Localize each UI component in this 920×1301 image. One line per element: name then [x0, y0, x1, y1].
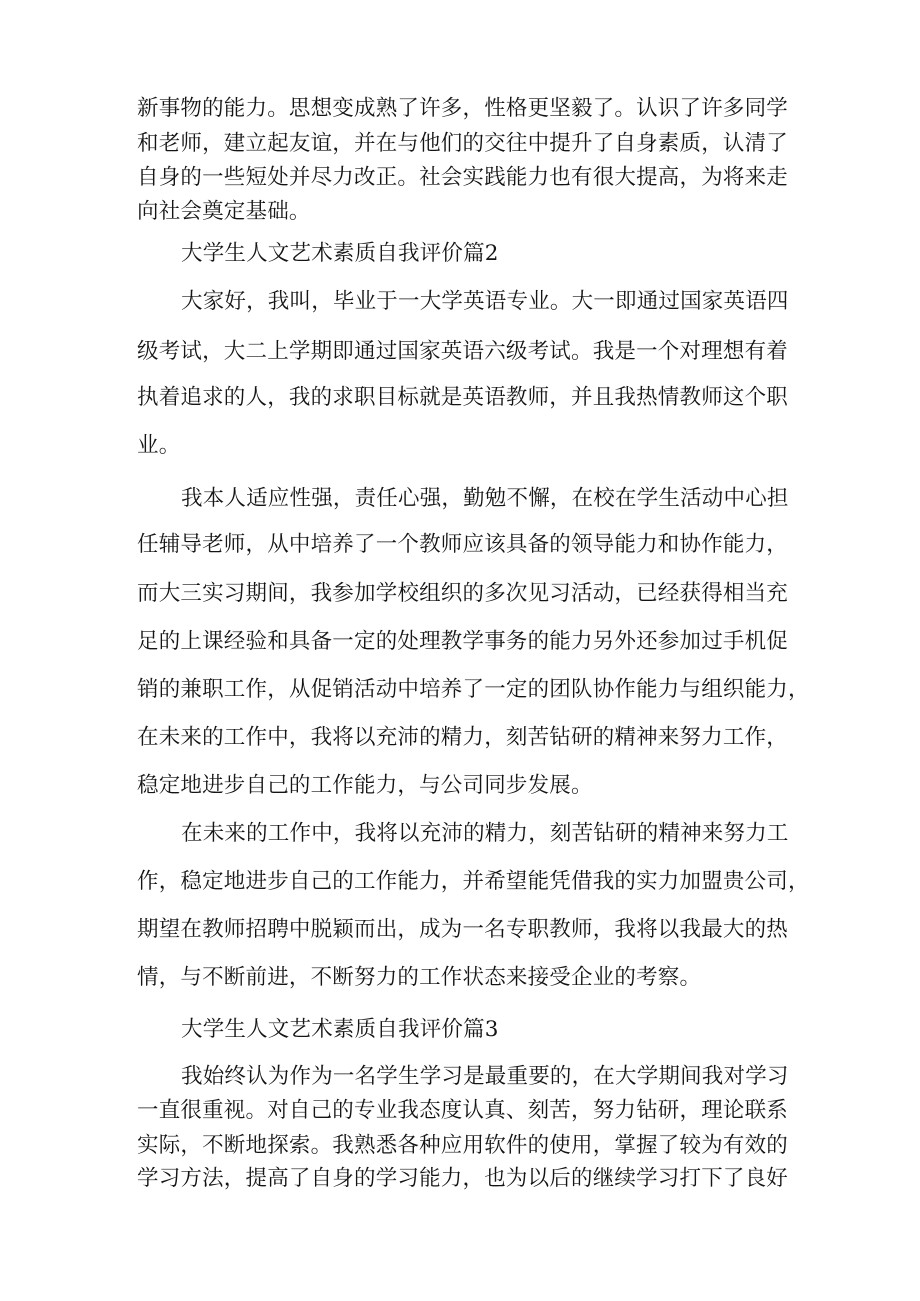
paragraph-line: 实际，不断地探索。我熟悉各种应用软件的使用，掌握了较为有效的 — [137, 1133, 789, 1158]
section-heading-3: 大学生人文艺术素质自我评价篇3 — [181, 1017, 499, 1042]
paragraph-line: 情，与不断前进，不断努力的工作状态来接受企业的考察。 — [137, 965, 702, 990]
paragraph-line: 作，稳定地进步自己的工作能力，并希望能凭借我的实力加盟贵公司， — [137, 869, 810, 894]
paragraph-line: 我本人适应性强，责任心强，勤勉不懈，在校在学生活动中心担 — [181, 486, 789, 511]
paragraph-line: 向社会奠定基础。 — [137, 199, 311, 224]
paragraph-line: 自身的一些短处并尽力改正。社会实践能力也有很大提高，为将来走 — [137, 165, 789, 190]
paragraph-line: 在未来的工作中，我将以充沛的精力，刻苦钻研的精神来努力工作， — [137, 725, 789, 750]
paragraph-line: 在未来的工作中，我将以充沛的精力，刻苦钻研的精神来努力工 — [181, 821, 789, 846]
paragraph-line: 新事物的能力。思想变成熟了许多，性格更坚毅了。认识了许多同学 — [137, 96, 789, 121]
section-heading-2: 大学生人文艺术素质自我评价篇2 — [181, 241, 499, 266]
paragraph-line: 级考试，大二上学期即通过国家英语六级考试。我是一个对理想有着 — [137, 339, 789, 364]
paragraph-line: 和老师，建立起友谊，并在与他们的交往中提升了自身素质，认清了 — [137, 131, 789, 156]
paragraph-line: 执着追求的人，我的求职目标就是英语教师，并且我热情教师这个职 — [137, 385, 789, 410]
paragraph-line: 销的兼职工作，从促销活动中培养了一定的团队协作能力与组织能力， — [137, 677, 810, 702]
paragraph-line: 稳定地进步自己的工作能力，与公司同步发展。 — [137, 773, 593, 798]
paragraph-line: 期望在教师招聘中脱颖而出，成为一名专职教师，我将以我最大的热 — [137, 917, 789, 942]
paragraph-line: 足的上课经验和具备一定的处理教学事务的能力另外还参加过手机促 — [137, 629, 789, 654]
paragraph-line: 大家好，我叫，毕业于一大学英语专业。大一即通过国家英语四 — [181, 289, 789, 314]
paragraph-line: 而大三实习期间，我参加学校组织的多次见习活动，已经获得相当充 — [137, 581, 789, 606]
paragraph-line: 业。 — [137, 433, 181, 458]
paragraph-line: 学习方法，提高了自身的学习能力，也为以后的继续学习打下了良好 — [137, 1166, 789, 1191]
paragraph-line: 我始终认为作为一名学生学习是最重要的，在大学期间我对学习 — [181, 1064, 789, 1089]
paragraph-line: 一直很重视。对自己的专业我态度认真、刻苦，努力钻研，理论联系 — [137, 1098, 789, 1123]
paragraph-line: 任辅导老师，从中培养了一个教师应该具备的领导能力和协作能力， — [137, 532, 789, 557]
